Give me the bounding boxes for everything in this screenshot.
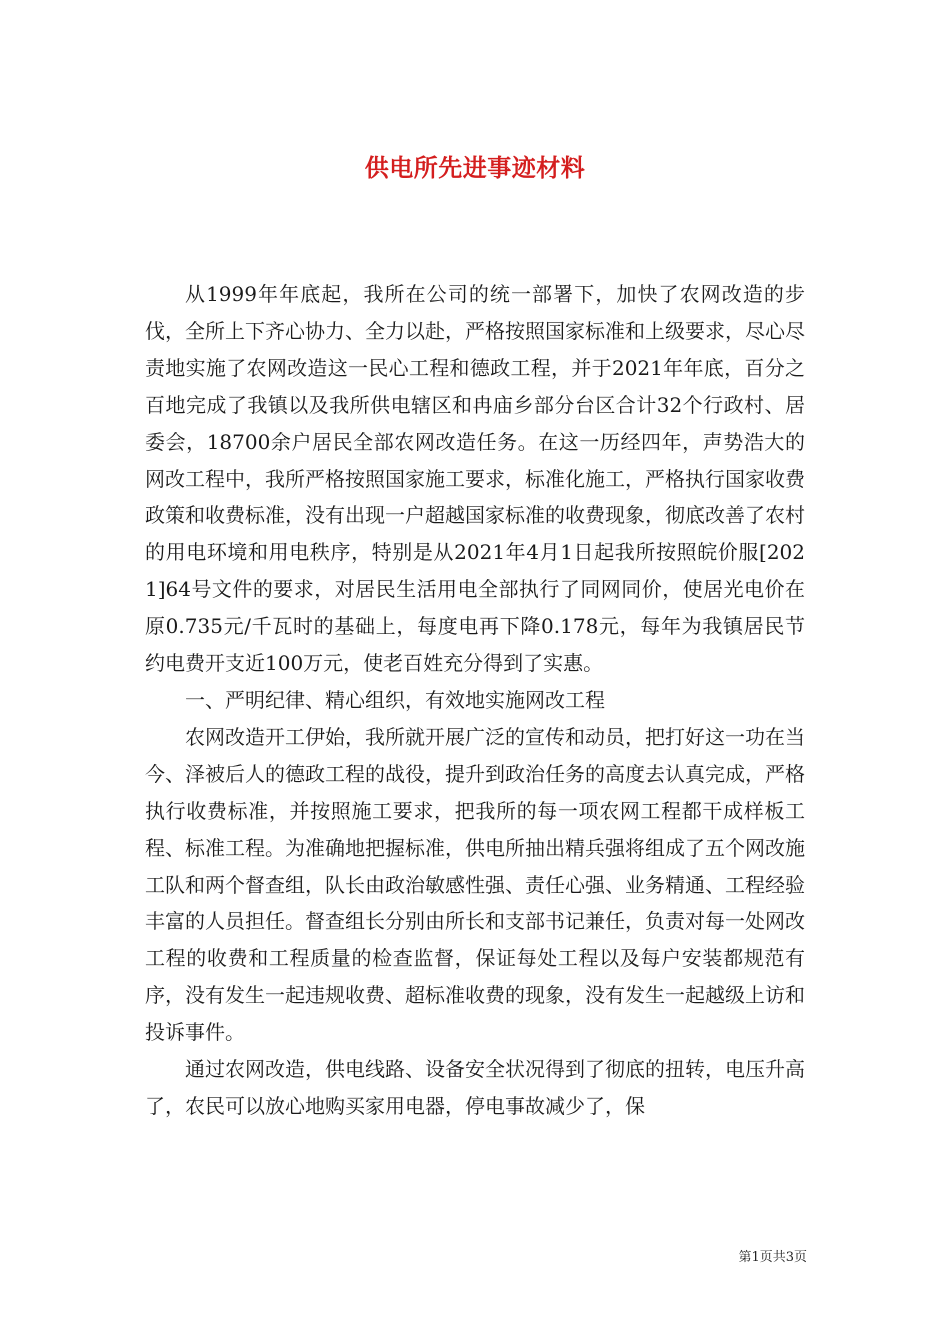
section-heading-1: 一、严明纪律、精心组织，有效地实施网改工程 xyxy=(185,687,605,712)
paragraph-continued: 通过农网改造，供电线路、设备安全状况得到了彻底的扭转，电压升高了，农民可以放心地购买家用电器，停电事故减少了，保 xyxy=(145,1057,805,1118)
page-number: 第1页共3页 xyxy=(738,1250,807,1265)
paragraph-intro: 从1999年年底起，我所在公司的统一部署下，加快了农网改造的步伐，全所上下齐心协力、全力以赴，严格按照国家标准和上级要求，尽心尽责地实施了农网改造这一民心工程和德政工程，并于2021年年底，百分之百地完成了我镇以及我所供电辖区和冉庙乡部分台区合计32个行政村、居委会，18700余户居民全部农网改造任务。在这一历经四年，声势浩大的网改工程中，我所严格按照国家施工要求，标准化施工，严格执行国家收费政策和收费标准，没有出现一户超越国家标准的收费现象，彻底改善了农村的用电环境和用电秩序，特别是从2021年4月1日起我所按照皖价服[2021]64号文件的要求，对居民生活用电全部执行了同网同价，使居光电价在原0.735元/千瓦时的基础上，每度电再下降0.178元，每年为我镇居民节约电费开支近100万元，使老百姓充分得到了实惠。 xyxy=(145,282,805,676)
paragraph-section-1: 农网改造开工伊始，我所就开展广泛的宣传和动员，把打好这一功在当今、泽被后人的德政工程的战役，提升到政治任务的高度去认真完成，严格执行收费标准，并按照施工要求，把我所的每一项农网工程都干成样板工程、标准工程。为准确地把握标准，供电所抽出精兵强将组成了五个网改施工队和两个督查组，队长由政治敏感性强、责任心强、业务精通、工程经验丰富的人员担任。督查组长分别由所长和支部书记兼任，负责对每一处网改工程的收费和工程质量的检查监督，保证每处工程以及每户安装都规范有序，没有发生一起违规收费、超标准收费的现象，没有发生一起越级上访和投诉事件。 xyxy=(145,724,805,1045)
page-title: 供电所先进事迹材料 xyxy=(364,153,586,183)
document-body xyxy=(145,276,805,1125)
